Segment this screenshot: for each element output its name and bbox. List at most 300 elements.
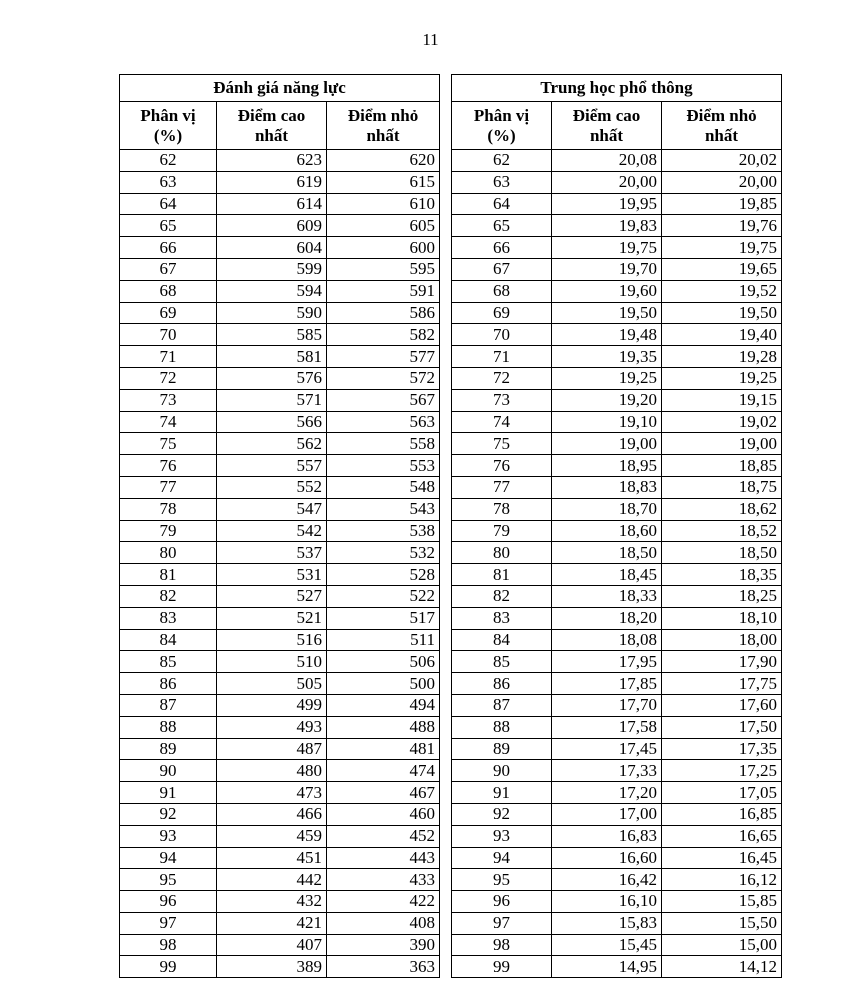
percentile-cell: 77 (120, 476, 217, 498)
table-row (120, 716, 440, 738)
max-score-cell: 14,95 (552, 956, 662, 978)
max-score-cell: 18,95 (552, 455, 662, 477)
min-score-cell: 586 (327, 302, 440, 324)
min-score-cell: 17,50 (662, 716, 782, 738)
table-row (120, 237, 440, 259)
table-row (452, 738, 782, 760)
table-row (120, 411, 440, 433)
percentile-cell: 99 (120, 956, 217, 978)
table-row (452, 171, 782, 193)
percentile-cell: 79 (120, 520, 217, 542)
max-score-cell: 17,20 (552, 782, 662, 804)
min-score-cell: 600 (327, 237, 440, 259)
max-score-cell: 505 (217, 673, 327, 695)
min-score-cell: 548 (327, 476, 440, 498)
percentile-cell: 88 (120, 716, 217, 738)
min-score-cell: 528 (327, 564, 440, 586)
max-score-cell: 619 (217, 171, 327, 193)
max-score-cell: 19,20 (552, 389, 662, 411)
percentile-cell: 95 (452, 869, 552, 891)
percentile-cell: 80 (452, 542, 552, 564)
max-score-cell: 585 (217, 324, 327, 346)
max-score-cell: 19,25 (552, 367, 662, 389)
table-row (120, 934, 440, 956)
max-score-cell: 499 (217, 694, 327, 716)
table-row (120, 738, 440, 760)
percentile-cell: 71 (452, 346, 552, 368)
min-score-cell: 14,12 (662, 956, 782, 978)
max-score-cell: 552 (217, 476, 327, 498)
percentile-cell: 78 (452, 498, 552, 520)
table-row (120, 847, 440, 869)
table-row (452, 280, 782, 302)
max-score-cell: 18,45 (552, 564, 662, 586)
min-score-cell: 553 (327, 455, 440, 477)
min-score-cell: 433 (327, 869, 440, 891)
percentile-cell: 64 (120, 193, 217, 215)
min-score-cell: 20,02 (662, 150, 782, 172)
table-row (452, 237, 782, 259)
min-score-cell: 20,00 (662, 171, 782, 193)
min-score-cell: 17,35 (662, 738, 782, 760)
header-line: nhất (704, 125, 739, 145)
percentile-cell: 68 (452, 280, 552, 302)
percentile-cell: 71 (120, 346, 217, 368)
min-score-cell: 620 (327, 150, 440, 172)
max-score-cell: 18,60 (552, 520, 662, 542)
header-line: nhất (589, 125, 624, 145)
percentile-cell: 99 (452, 956, 552, 978)
percentile-cell: 87 (452, 694, 552, 716)
max-score-cell: 18,20 (552, 607, 662, 629)
max-score-cell: 487 (217, 738, 327, 760)
percentile-cell: 86 (120, 673, 217, 695)
percentile-cell: 77 (452, 476, 552, 498)
header-line: Phân vị (473, 105, 530, 125)
min-score-cell: 18,00 (662, 629, 782, 651)
max-score-cell: 604 (217, 237, 327, 259)
percentile-cell: 67 (452, 258, 552, 280)
min-score-cell: 17,75 (662, 673, 782, 695)
percentile-cell: 76 (452, 455, 552, 477)
percentile-cell: 93 (452, 825, 552, 847)
min-score-cell: 522 (327, 585, 440, 607)
header-line: Điểm nhỏ (347, 105, 419, 125)
table-row (120, 258, 440, 280)
table-row (452, 411, 782, 433)
max-score-cell: 15,83 (552, 912, 662, 934)
percentile-cell: 73 (120, 389, 217, 411)
max-score-cell: 527 (217, 585, 327, 607)
max-score-cell: 18,50 (552, 542, 662, 564)
table-row (452, 673, 782, 695)
percentile-cell: 91 (452, 782, 552, 804)
max-score-cell: 407 (217, 934, 327, 956)
min-score-cell: 615 (327, 171, 440, 193)
table-row (452, 455, 782, 477)
min-score-cell: 605 (327, 215, 440, 237)
max-score-cell: 571 (217, 389, 327, 411)
table-row (452, 607, 782, 629)
table-row (452, 150, 782, 172)
max-score-cell: 531 (217, 564, 327, 586)
table-body (120, 150, 440, 978)
max-score-cell: 19,95 (552, 193, 662, 215)
min-score-cell: 452 (327, 825, 440, 847)
percentile-cell: 85 (452, 651, 552, 673)
max-score-cell: 432 (217, 891, 327, 913)
percentile-cell: 84 (452, 629, 552, 651)
percentile-cell: 74 (120, 411, 217, 433)
header-line: (%) (153, 125, 183, 145)
max-score-cell: 19,48 (552, 324, 662, 346)
percentile-cell: 68 (120, 280, 217, 302)
min-score-cell: 18,10 (662, 607, 782, 629)
min-score-cell: 15,50 (662, 912, 782, 934)
percentile-cell: 69 (452, 302, 552, 324)
percentile-cell: 90 (120, 760, 217, 782)
min-score-cell: 17,25 (662, 760, 782, 782)
max-score-cell: 389 (217, 956, 327, 978)
percentile-cell: 75 (120, 433, 217, 455)
column-header-percentile (452, 102, 552, 150)
competency-assessment-table (119, 74, 440, 978)
min-score-cell: 19,02 (662, 411, 782, 433)
max-score-cell: 521 (217, 607, 327, 629)
percentile-cell: 84 (120, 629, 217, 651)
max-score-cell: 19,60 (552, 280, 662, 302)
percentile-cell: 93 (120, 825, 217, 847)
min-score-cell: 511 (327, 629, 440, 651)
table-row (120, 433, 440, 455)
max-score-cell: 459 (217, 825, 327, 847)
table-row (452, 346, 782, 368)
min-score-cell: 390 (327, 934, 440, 956)
min-score-cell: 577 (327, 346, 440, 368)
percentile-cell: 63 (452, 171, 552, 193)
table-row (120, 520, 440, 542)
table-row (452, 193, 782, 215)
table-row (452, 912, 782, 934)
min-score-cell: 19,76 (662, 215, 782, 237)
table-row (120, 542, 440, 564)
header-line: nhất (366, 125, 400, 145)
min-score-cell: 591 (327, 280, 440, 302)
max-score-cell: 537 (217, 542, 327, 564)
table-row (120, 324, 440, 346)
percentile-cell: 97 (452, 912, 552, 934)
table-row (120, 956, 440, 978)
table-row (452, 215, 782, 237)
table-row (452, 825, 782, 847)
percentile-cell: 75 (452, 433, 552, 455)
min-score-cell: 19,15 (662, 389, 782, 411)
table-title: Đánh giá năng lực (120, 75, 440, 102)
percentile-cell: 82 (120, 585, 217, 607)
max-score-cell: 17,85 (552, 673, 662, 695)
max-score-cell: 16,10 (552, 891, 662, 913)
min-score-cell: 19,25 (662, 367, 782, 389)
min-score-cell: 467 (327, 782, 440, 804)
min-score-cell: 18,75 (662, 476, 782, 498)
max-score-cell: 473 (217, 782, 327, 804)
max-score-cell: 19,70 (552, 258, 662, 280)
max-score-cell: 421 (217, 912, 327, 934)
header-line: Điểm nhỏ (686, 105, 757, 125)
table-row (120, 498, 440, 520)
table-row (120, 346, 440, 368)
table-row (120, 280, 440, 302)
table-row (120, 389, 440, 411)
max-score-cell: 493 (217, 716, 327, 738)
min-score-cell: 408 (327, 912, 440, 934)
max-score-cell: 594 (217, 280, 327, 302)
table-row (120, 150, 440, 172)
percentile-cell: 83 (452, 607, 552, 629)
min-score-cell: 16,65 (662, 825, 782, 847)
table-body (452, 150, 782, 978)
percentile-cell: 96 (120, 891, 217, 913)
percentile-cell: 62 (120, 150, 217, 172)
percentile-cell: 92 (452, 803, 552, 825)
max-score-cell: 17,45 (552, 738, 662, 760)
max-score-cell: 17,95 (552, 651, 662, 673)
column-header-min-score (662, 102, 782, 150)
table-row (452, 956, 782, 978)
min-score-cell: 15,00 (662, 934, 782, 956)
percentile-cell: 95 (120, 869, 217, 891)
min-score-cell: 19,65 (662, 258, 782, 280)
min-score-cell: 422 (327, 891, 440, 913)
max-score-cell: 562 (217, 433, 327, 455)
min-score-cell: 16,85 (662, 803, 782, 825)
table-row (120, 585, 440, 607)
min-score-cell: 460 (327, 803, 440, 825)
table-row (452, 585, 782, 607)
max-score-cell: 18,33 (552, 585, 662, 607)
max-score-cell: 15,45 (552, 934, 662, 956)
percentile-cell: 64 (452, 193, 552, 215)
min-score-cell: 500 (327, 673, 440, 695)
table-row (452, 694, 782, 716)
max-score-cell: 557 (217, 455, 327, 477)
table-row (452, 651, 782, 673)
min-score-cell: 19,75 (662, 237, 782, 259)
min-score-cell: 18,25 (662, 585, 782, 607)
max-score-cell: 16,83 (552, 825, 662, 847)
table-row (120, 803, 440, 825)
table-row (452, 716, 782, 738)
min-score-cell: 16,12 (662, 869, 782, 891)
percentile-cell: 70 (120, 324, 217, 346)
percentile-cell: 78 (120, 498, 217, 520)
table-row (452, 433, 782, 455)
table-row (452, 258, 782, 280)
min-score-cell: 474 (327, 760, 440, 782)
percentile-cell: 65 (120, 215, 217, 237)
max-score-cell: 566 (217, 411, 327, 433)
percentile-cell: 69 (120, 302, 217, 324)
min-score-cell: 567 (327, 389, 440, 411)
table-row (120, 651, 440, 673)
table-row (120, 673, 440, 695)
max-score-cell: 19,35 (552, 346, 662, 368)
percentile-cell: 97 (120, 912, 217, 934)
max-score-cell: 16,60 (552, 847, 662, 869)
percentile-cell: 67 (120, 258, 217, 280)
table-row (120, 367, 440, 389)
max-score-cell: 19,75 (552, 237, 662, 259)
page-number: 11 (422, 30, 439, 49)
min-score-cell: 610 (327, 193, 440, 215)
table-row (452, 389, 782, 411)
max-score-cell: 590 (217, 302, 327, 324)
percentile-cell: 80 (120, 542, 217, 564)
max-score-cell: 17,00 (552, 803, 662, 825)
table-row (120, 607, 440, 629)
min-score-cell: 19,50 (662, 302, 782, 324)
max-score-cell: 480 (217, 760, 327, 782)
min-score-cell: 543 (327, 498, 440, 520)
percentile-cell: 92 (120, 803, 217, 825)
max-score-cell: 599 (217, 258, 327, 280)
percentile-cell: 89 (120, 738, 217, 760)
max-score-cell: 451 (217, 847, 327, 869)
table-row (452, 934, 782, 956)
table-row (120, 564, 440, 586)
min-score-cell: 17,90 (662, 651, 782, 673)
percentile-cell: 90 (452, 760, 552, 782)
min-score-cell: 517 (327, 607, 440, 629)
table-row (452, 803, 782, 825)
percentile-cell: 72 (120, 367, 217, 389)
percentile-cell: 74 (452, 411, 552, 433)
table-row (452, 520, 782, 542)
table-row (120, 891, 440, 913)
percentile-cell: 96 (452, 891, 552, 913)
table-row (120, 302, 440, 324)
table-row (120, 869, 440, 891)
table-row (120, 912, 440, 934)
min-score-cell: 19,52 (662, 280, 782, 302)
min-score-cell: 582 (327, 324, 440, 346)
header-line: Phân vị (140, 105, 196, 125)
min-score-cell: 19,85 (662, 193, 782, 215)
min-score-cell: 18,85 (662, 455, 782, 477)
percentile-cell: 81 (452, 564, 552, 586)
table-row (120, 476, 440, 498)
table-row (452, 324, 782, 346)
max-score-cell: 18,08 (552, 629, 662, 651)
min-score-cell: 19,28 (662, 346, 782, 368)
min-score-cell: 595 (327, 258, 440, 280)
max-score-cell: 16,42 (552, 869, 662, 891)
max-score-cell: 547 (217, 498, 327, 520)
table-row (452, 498, 782, 520)
table-row (120, 455, 440, 477)
min-score-cell: 558 (327, 433, 440, 455)
percentile-cell: 76 (120, 455, 217, 477)
table-row (452, 760, 782, 782)
percentile-cell: 70 (452, 324, 552, 346)
table-row (120, 760, 440, 782)
percentile-cell: 79 (452, 520, 552, 542)
max-score-cell: 516 (217, 629, 327, 651)
header-line: (%) (487, 125, 516, 145)
table-row (120, 694, 440, 716)
percentile-cell: 94 (452, 847, 552, 869)
min-score-cell: 17,05 (662, 782, 782, 804)
max-score-cell: 576 (217, 367, 327, 389)
percentile-cell: 86 (452, 673, 552, 695)
percentile-cell: 65 (452, 215, 552, 237)
table-title: Trung học phổ thông (452, 75, 782, 102)
table-row (452, 869, 782, 891)
table-row (120, 171, 440, 193)
min-score-cell: 17,60 (662, 694, 782, 716)
table-row (120, 825, 440, 847)
min-score-cell: 18,35 (662, 564, 782, 586)
min-score-cell: 506 (327, 651, 440, 673)
max-score-cell: 19,83 (552, 215, 662, 237)
percentile-cell: 94 (120, 847, 217, 869)
max-score-cell: 20,08 (552, 150, 662, 172)
percentile-cell: 87 (120, 694, 217, 716)
table-row (452, 564, 782, 586)
max-score-cell: 19,10 (552, 411, 662, 433)
max-score-cell: 17,58 (552, 716, 662, 738)
max-score-cell: 19,50 (552, 302, 662, 324)
max-score-cell: 614 (217, 193, 327, 215)
max-score-cell: 510 (217, 651, 327, 673)
max-score-cell: 17,70 (552, 694, 662, 716)
column-header-max-score (217, 102, 327, 150)
table-row (452, 367, 782, 389)
percentile-cell: 72 (452, 367, 552, 389)
table-row (452, 782, 782, 804)
min-score-cell: 572 (327, 367, 440, 389)
max-score-cell: 466 (217, 803, 327, 825)
percentile-cell: 88 (452, 716, 552, 738)
header-line: nhất (254, 125, 289, 145)
percentile-cell: 83 (120, 607, 217, 629)
table-row (452, 629, 782, 651)
header-line: Điểm cao (237, 105, 306, 125)
percentile-cell: 62 (452, 150, 552, 172)
table-row (120, 215, 440, 237)
min-score-cell: 19,00 (662, 433, 782, 455)
table-row (120, 193, 440, 215)
table-row (452, 847, 782, 869)
min-score-cell: 494 (327, 694, 440, 716)
max-score-cell: 609 (217, 215, 327, 237)
percentile-cell: 98 (120, 934, 217, 956)
table-row (452, 891, 782, 913)
min-score-cell: 363 (327, 956, 440, 978)
max-score-cell: 623 (217, 150, 327, 172)
min-score-cell: 18,50 (662, 542, 782, 564)
min-score-cell: 18,52 (662, 520, 782, 542)
max-score-cell: 542 (217, 520, 327, 542)
header-line: Điểm cao (572, 105, 641, 125)
max-score-cell: 19,00 (552, 433, 662, 455)
percentile-cell: 82 (452, 585, 552, 607)
table-row (120, 629, 440, 651)
percentile-cell: 63 (120, 171, 217, 193)
column-header-max-score (552, 102, 662, 150)
min-score-cell: 563 (327, 411, 440, 433)
percentile-cell: 98 (452, 934, 552, 956)
